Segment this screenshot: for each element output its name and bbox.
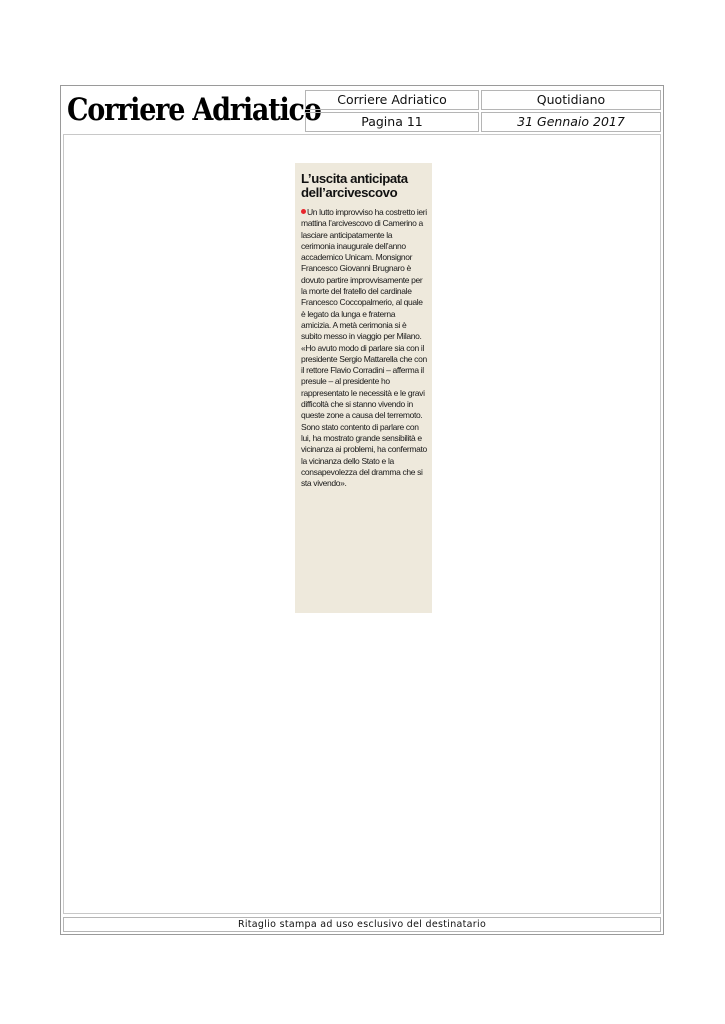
footer-disclaimer: Ritaglio stampa ad uso esclusivo del destinatario — [63, 917, 661, 932]
publication-name: Corriere Adriatico — [305, 90, 479, 110]
article-headline: L’uscita anticipata dell’arcivescovo — [301, 171, 408, 200]
newspaper-clipping — [295, 163, 432, 613]
publication-frequency: Quotidiano — [481, 90, 661, 110]
bullet-dot-icon — [301, 209, 306, 214]
masthead-logo: Corriere Adriatico — [67, 92, 321, 129]
page-number: Pagina 11 — [305, 112, 479, 132]
article-body-text: Un lutto improvviso ha costretto ieri mattina l’arcivescovo di Camerino a lasciare anticipatamente la cerimonia inaugurale dell’anno accademico Unicam. Monsignor Francesco Giovanni Brugnaro è dovuto partire improvvisamente per la morte del fratello del cardinale Francesco Coccopalmerio, al quale è legato da lunga e fraterna amicizia. A metà cerimonia si è subito messo in viaggio per Milano. «Ho avuto modo di parlare sia con il presidente Sergio Mattarella che con il rettore Flavio Corradini – afferma il presule – al presidente ho rappresentato le necessità e le gravi difficoltà che si stanno vivendo in queste zone a causa del terremoto. Sono stato contento di parlare con lui, ha mostrato grande sensibilità e vicinanza ai problemi, ha confermato la vicinanza dello Stato e la consapevolezza del dramma che si sta vivendo». — [301, 207, 427, 489]
content-area — [63, 134, 661, 914]
document-frame — [60, 85, 664, 935]
header — [61, 86, 663, 134]
article-body — [301, 207, 427, 489]
publication-date: 31 Gennaio 2017 — [481, 112, 661, 132]
